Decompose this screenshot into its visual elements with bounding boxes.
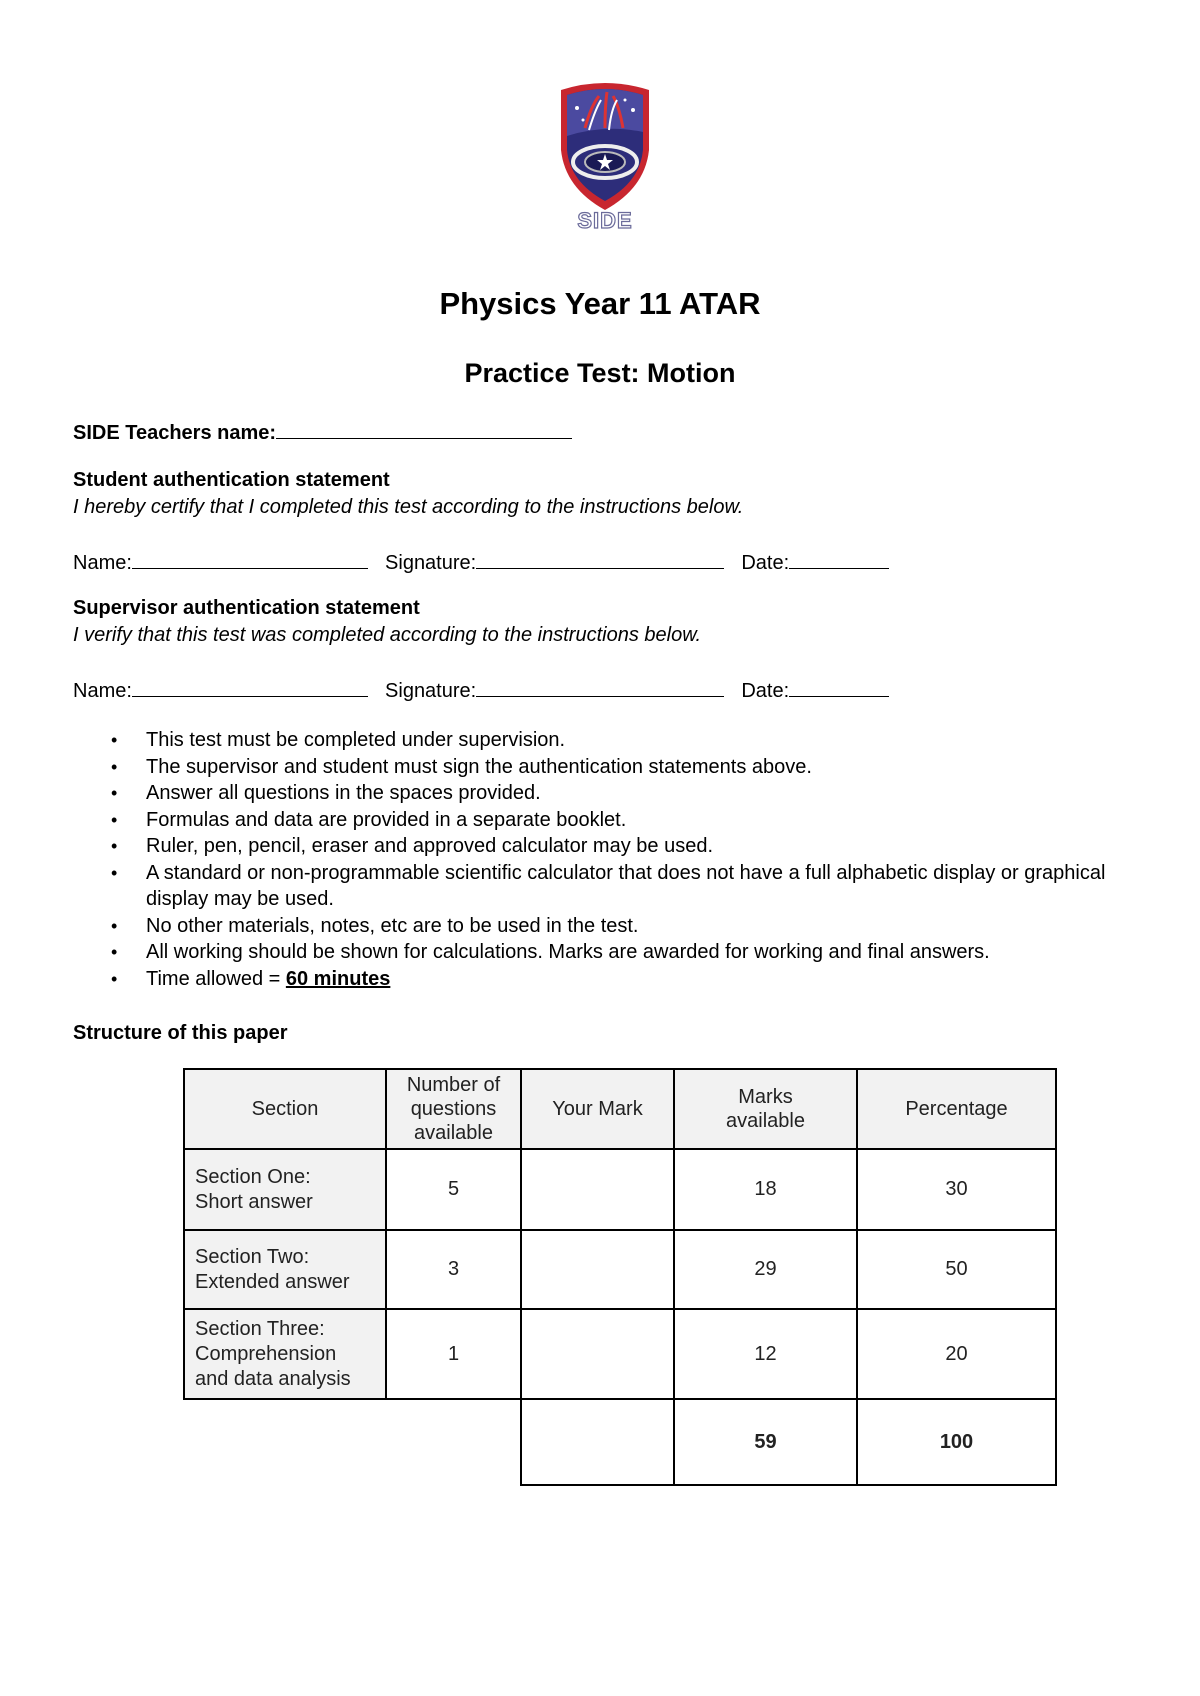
instruction-item: • A standard or non-programmable scientific calculator that does not have a full alphabetic display or graphical display may be used. bbox=[73, 860, 1133, 913]
row-questions: 1 bbox=[386, 1309, 521, 1399]
instruction-item: • No other materials, notes, etc are to be used in the test. bbox=[73, 913, 1133, 940]
header-percentage: Percentage bbox=[857, 1069, 1056, 1149]
total-percentage: 100 bbox=[857, 1399, 1056, 1485]
logo-text: SIDE bbox=[577, 208, 633, 233]
table-header-row bbox=[184, 1069, 1056, 1149]
row-your-mark[interactable] bbox=[521, 1149, 674, 1230]
student-auth-statement: I hereby certify that I completed this test according to the instructions below. bbox=[73, 496, 744, 518]
instruction-item: • Ruler, pen, pencil, eraser and approved calculator may be used. bbox=[73, 833, 1133, 860]
header-your-mark: Your Mark bbox=[521, 1069, 674, 1149]
student-auth-fields bbox=[73, 548, 889, 575]
header-section: Section bbox=[184, 1069, 386, 1149]
totals-row bbox=[184, 1399, 1056, 1485]
supervisor-signature-field[interactable] bbox=[476, 676, 724, 697]
supervisor-name-label: Name: bbox=[73, 680, 132, 702]
supervisor-auth-heading: Supervisor authentication statement bbox=[73, 597, 420, 619]
teacher-name-field[interactable] bbox=[276, 418, 572, 439]
time-allowed-label: Time allowed = bbox=[146, 967, 286, 990]
header-questions: Number of questions available bbox=[386, 1069, 521, 1149]
structure-heading: Structure of this paper bbox=[73, 1022, 288, 1044]
supervisor-auth-fields bbox=[73, 676, 889, 703]
supervisor-name-field[interactable] bbox=[132, 676, 368, 697]
row-marks: 29 bbox=[674, 1230, 857, 1309]
supervisor-auth-statement: I verify that this test was completed according to the instructions below. bbox=[73, 624, 702, 646]
instructions-list bbox=[73, 727, 1133, 992]
time-allowed-item bbox=[73, 966, 1133, 993]
instruction-item: • Formulas and data are provided in a separate booklet. bbox=[73, 807, 1133, 834]
total-your-mark[interactable] bbox=[521, 1399, 674, 1485]
row-questions: 5 bbox=[386, 1149, 521, 1230]
student-signature-label: Signature: bbox=[385, 552, 477, 574]
row-section: Section Three: Comprehension and data analysis bbox=[184, 1309, 386, 1399]
supervisor-date-field[interactable] bbox=[789, 676, 889, 697]
student-auth-heading: Student authentication statement bbox=[73, 469, 390, 491]
teacher-name-label: SIDE Teachers name: bbox=[73, 422, 277, 444]
table-row bbox=[184, 1230, 1056, 1309]
student-date-label: Date: bbox=[741, 552, 790, 574]
time-allowed-value: 60 minutes bbox=[285, 967, 391, 990]
structure-table bbox=[183, 1068, 1057, 1486]
row-percentage: 20 bbox=[857, 1309, 1056, 1399]
instruction-item: • All working should be shown for calculations. Marks are awarded for working and final answers. bbox=[73, 939, 1133, 966]
student-name-label: Name: bbox=[73, 552, 132, 574]
side-logo bbox=[555, 80, 655, 236]
table-row bbox=[184, 1149, 1056, 1230]
instruction-item: • This test must be completed under supervision. bbox=[73, 727, 1133, 754]
row-marks: 12 bbox=[674, 1309, 857, 1399]
instruction-item: • The supervisor and student must sign the authentication statements above. bbox=[73, 754, 1133, 781]
header-marks: Marks available bbox=[674, 1069, 857, 1149]
row-percentage: 30 bbox=[857, 1149, 1056, 1230]
row-section: Section One: Short answer bbox=[184, 1149, 386, 1230]
page-subtitle: Practice Test: Motion bbox=[464, 358, 736, 388]
student-signature-field[interactable] bbox=[476, 548, 724, 569]
row-marks: 18 bbox=[674, 1149, 857, 1230]
instruction-item: • Answer all questions in the spaces provided. bbox=[73, 780, 1133, 807]
student-name-field[interactable] bbox=[132, 548, 368, 569]
total-marks: 59 bbox=[674, 1399, 857, 1485]
row-percentage: 50 bbox=[857, 1230, 1056, 1309]
row-questions: 3 bbox=[386, 1230, 521, 1309]
supervisor-signature-label: Signature: bbox=[385, 680, 477, 702]
table-row bbox=[184, 1309, 1056, 1399]
page-title: Physics Year 11 ATAR bbox=[439, 286, 761, 321]
teacher-name-row bbox=[73, 418, 572, 445]
supervisor-date-label: Date: bbox=[741, 680, 790, 702]
row-section: Section Two: Extended answer bbox=[184, 1230, 386, 1309]
student-date-field[interactable] bbox=[789, 548, 889, 569]
row-your-mark[interactable] bbox=[521, 1230, 674, 1309]
row-your-mark[interactable] bbox=[521, 1309, 674, 1399]
